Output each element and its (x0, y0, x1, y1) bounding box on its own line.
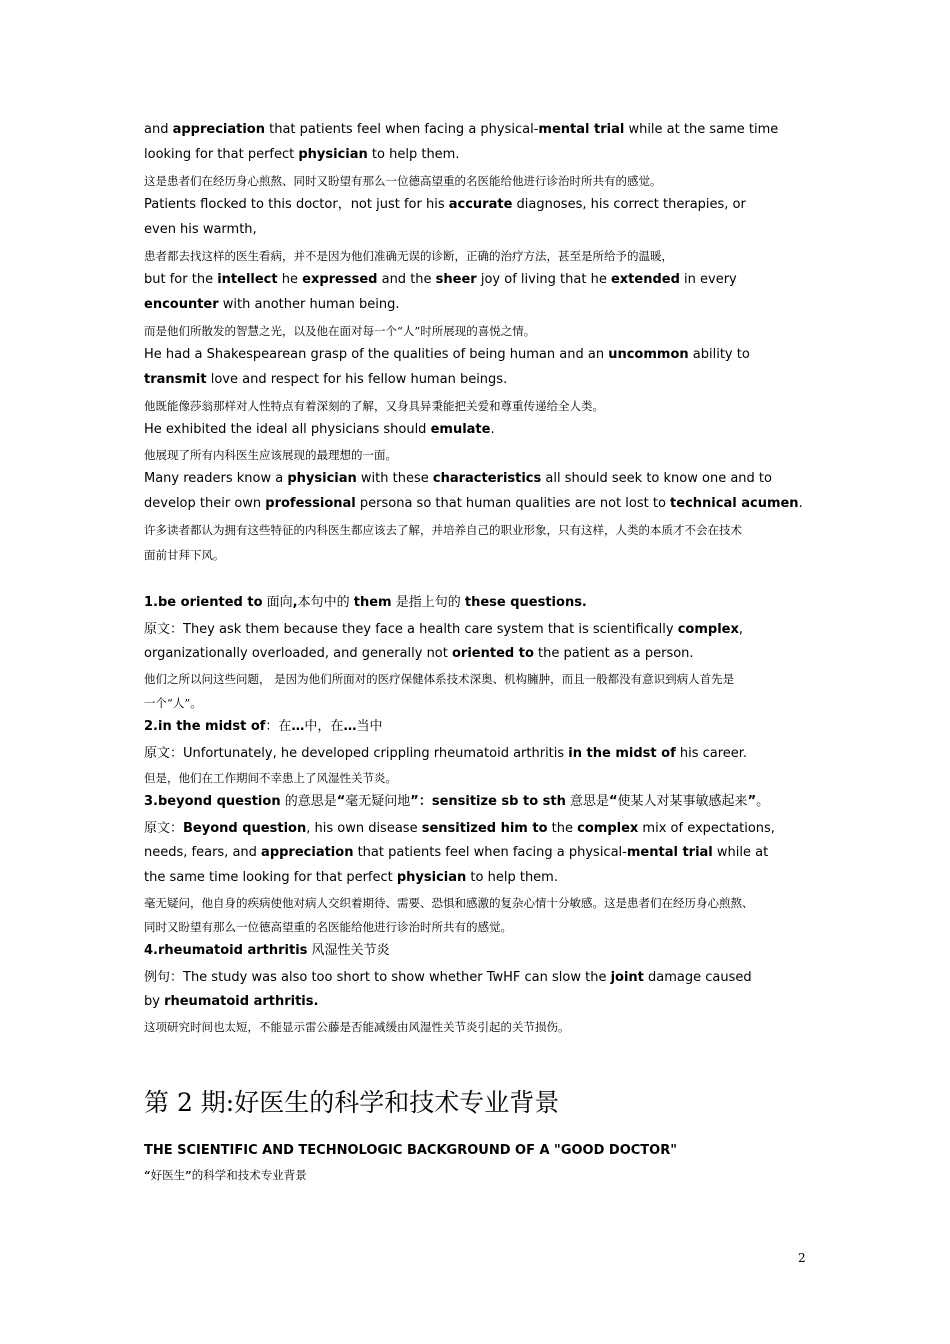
p4-cn: 他既能像莎翁那样对人性特点有着深刻的了解，又身具异秉能把关爱和尊重传递给全人类。 (144, 399, 604, 413)
note3-cn-line1: 毫无疑问，他自身的疾病使他对病人交织着期待、需要、恐惧和感激的复杂心情十分敏感。这是患者们在经历身心煎熬、 (144, 896, 754, 910)
note1-cn-line2: 一个“人”。 (144, 696, 202, 710)
note1-example-line1: 原文：They ask them because they face a health care system that is scientifically complex, (144, 622, 744, 637)
p2-cn: 患者都去找这样的医生看病，并不是因为他们准确无误的诊断，正确的治疗方法，甚至是所给予的温暖， (144, 249, 673, 263)
p3-en-line1: but for the intellect he expressed and the sheer joy of living that he extended in every (144, 272, 737, 287)
section-heading: 第 2 期:好医生的科学和技术专业背景 (144, 1088, 560, 1117)
note3-example-line3: the same time looking for that perfect physician to help them. (144, 870, 558, 885)
note3-heading: 3.beyond question 的意思是“毫无疑问地”：sensitize sb to sth 意思是“使某人对某事敏感起来”。 (144, 794, 770, 809)
section-en-title: THE SCIENTIFIC AND TECHNOLOGIC BACKGROUND OF A "GOOD DOCTOR" (144, 1143, 678, 1158)
p5-cn: 他展现了所有内科医生应该展现的最理想的一面。 (144, 448, 397, 462)
p4-en-line1: He had a Shakespearean grasp of the qualities of being human and an uncommon ability to (144, 347, 750, 362)
p4-en-line2: transmit love and respect for his fellow human beings. (144, 372, 508, 387)
note3-example-line2: needs, fears, and appreciation that patients feel when facing a physical-mental trial while at (144, 845, 769, 860)
note3-cn-line2: 同时又盼望有那么一位德高望重的名医能给他进行诊治时所共有的感觉。 (144, 920, 512, 934)
p5-en-line1: He exhibited the ideal all physicians should emulate. (144, 422, 495, 437)
p3-cn: 而是他们所散发的智慧之光，以及他在面对每一个“人”时所展现的喜悦之情。 (144, 324, 536, 338)
section-cn-title: “好医生”的科学和技术专业背景 (144, 1168, 307, 1182)
p6-cn-line2: 面前甘拜下风。 (144, 548, 225, 562)
note1-example-line2: organizationally overloaded, and generally not oriented to the patient as a person. (144, 646, 694, 661)
note1-cn-line1: 他们之所以问这些问题， 是因为他们所面对的医疗保健体系技术深奥、机构臃肿，而且一般都没有意识到病人首先是 (144, 672, 735, 686)
p6-cn-line1: 许多读者都认为拥有这些特征的内科医生都应该去了解，并培养自己的职业形象，只有这样，人类的本质才不会在技术 (144, 523, 742, 537)
note4-example-line1: 例句：The study was also too short to show whether TwHF can slow the joint damage caused (144, 970, 752, 985)
page-number: 2 (798, 1251, 806, 1265)
note4-example-line2: by rheumatoid arthritis. (144, 994, 319, 1009)
p6-en-line2: develop their own professional persona so that human qualities are not lost to technical acumen. (144, 496, 803, 511)
note2-cn-line1: 但是，他们在工作期间不幸患上了风湿性关节炎。 (144, 771, 397, 785)
p1-cn: 这是患者们在经历身心煎熬、同时又盼望有那么一位德高望重的名医能给他进行诊治时所共有的感觉。 (144, 174, 662, 188)
p1-en-line1: and appreciation that patients feel when facing a physical-mental trial while at the same time (144, 122, 779, 137)
p6-en-line1: Many readers know a physician with these characteristics all should seek to know one and to (144, 471, 772, 486)
p2-en-line2: even his warmth, (144, 222, 257, 237)
note2-example-line1: 原文：Unfortunately, he developed crippling rheumatoid arthritis in the midst of his career. (144, 746, 748, 761)
note4-heading: 4.rheumatoid arthritis 风湿性关节炎 (144, 943, 390, 958)
p2-en-line1: Patients flocked to this doctor，not just for his accurate diagnoses, his correct therapies, or (144, 197, 746, 212)
p3-en-line2: encounter with another human being. (144, 297, 400, 312)
note1-heading: 1.be oriented to 面向,本句中的 them 是指上句的 these questions. (144, 595, 587, 610)
note4-cn-line1: 这项研究时间也太短，不能显示雷公藤是否能减缓由风湿性关节炎引起的关节损伤。 (144, 1020, 570, 1034)
note3-example-line1: 原文：Beyond question, his own disease sensitized him to the complex mix of expectations, (144, 821, 775, 836)
note2-heading: 2.in the midst of：在…中，在…当中 (144, 719, 383, 734)
p1-en-line2: looking for that perfect physician to help them. (144, 147, 460, 162)
